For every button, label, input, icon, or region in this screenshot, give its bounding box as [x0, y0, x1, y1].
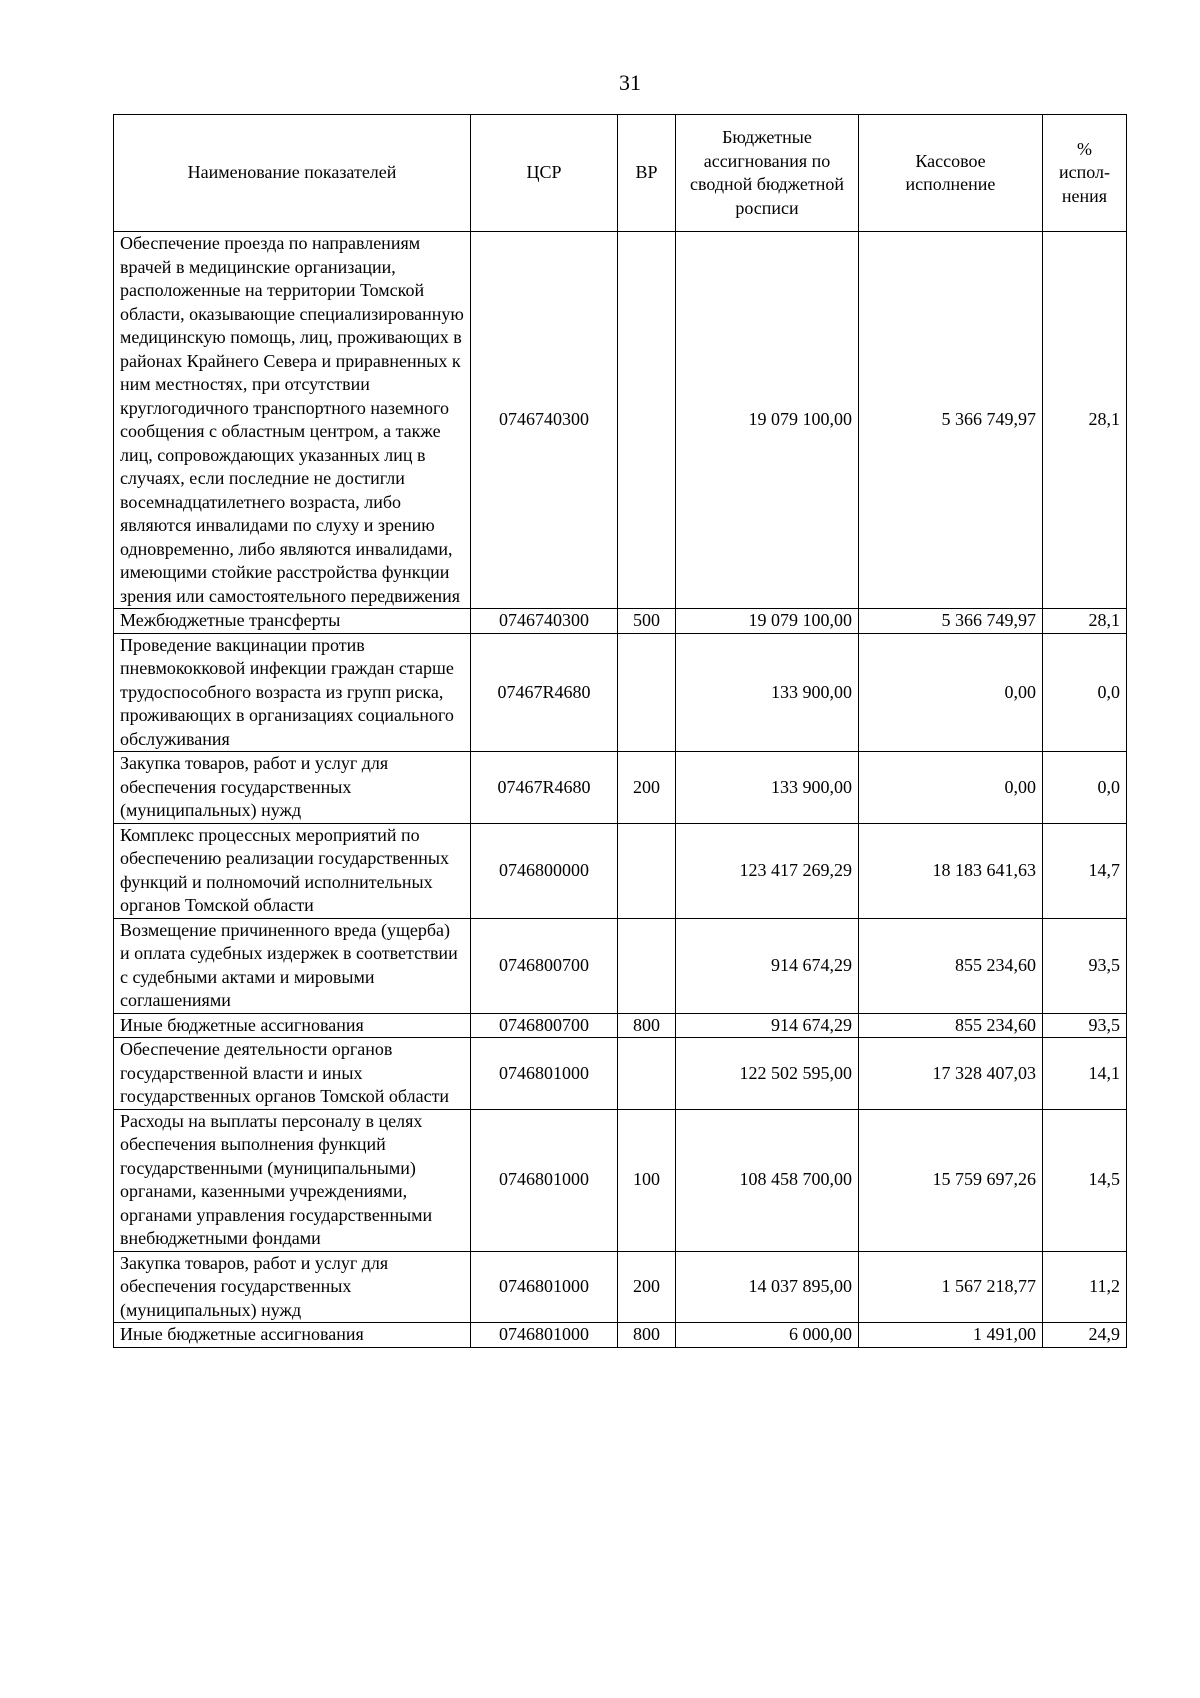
row-pct: 14,5 — [1043, 1109, 1127, 1251]
row-cash: 18 183 641,63 — [859, 823, 1043, 918]
row-cash: 0,00 — [859, 633, 1043, 752]
row-pct: 11,2 — [1043, 1251, 1127, 1323]
row-vr — [618, 918, 676, 1013]
row-vr: 800 — [618, 1013, 676, 1038]
row-vr — [618, 823, 676, 918]
row-cash: 855 234,60 — [859, 918, 1043, 1013]
row-name: Иные бюджетные ассигнования — [114, 1013, 471, 1038]
row-budget: 14 037 895,00 — [676, 1251, 859, 1323]
row-budget: 122 502 595,00 — [676, 1038, 859, 1110]
row-vr: 200 — [618, 1251, 676, 1323]
row-csr: 0746801000 — [471, 1251, 618, 1323]
row-name: Обеспечение деятельности органов государственной власти и иных государственных органов Томской области — [114, 1038, 471, 1110]
row-vr: 100 — [618, 1109, 676, 1251]
row-budget: 108 458 700,00 — [676, 1109, 859, 1251]
row-pct: 93,5 — [1043, 918, 1127, 1013]
row-pct: 28,1 — [1043, 609, 1127, 634]
budget-execution-table — [113, 114, 1127, 1348]
row-pct: 28,1 — [1043, 232, 1127, 609]
row-budget: 6 000,00 — [676, 1323, 859, 1348]
row-name: Межбюджетные трансферты — [114, 609, 471, 634]
table-row — [114, 1251, 1127, 1323]
row-budget: 133 900,00 — [676, 633, 859, 752]
row-cash: 5 366 749,97 — [859, 232, 1043, 609]
header-vr: ВР — [618, 115, 676, 232]
row-name: Иные бюджетные ассигнования — [114, 1323, 471, 1348]
page-number: 31 — [619, 70, 641, 95]
row-csr: 07467R4680 — [471, 752, 618, 824]
row-csr: 0746801000 — [471, 1038, 618, 1110]
row-budget: 19 079 100,00 — [676, 232, 859, 609]
table-row — [114, 1013, 1127, 1038]
row-csr: 0746740300 — [471, 609, 618, 634]
table-row — [114, 232, 1127, 609]
row-cash: 1 491,00 — [859, 1323, 1043, 1348]
header-name: Наименование показателей — [114, 115, 471, 232]
row-csr: 0746800700 — [471, 1013, 618, 1038]
row-pct: 0,0 — [1043, 633, 1127, 752]
row-budget: 914 674,29 — [676, 1013, 859, 1038]
row-pct: 93,5 — [1043, 1013, 1127, 1038]
table-row — [114, 1038, 1127, 1110]
row-pct: 24,9 — [1043, 1323, 1127, 1348]
row-name: Комплекс процессных мероприятий по обеспечению реализации государственных функций и полномочий исполнительных органов Томской области — [114, 823, 471, 918]
row-cash: 0,00 — [859, 752, 1043, 824]
table-row — [114, 823, 1127, 918]
row-cash: 17 328 407,03 — [859, 1038, 1043, 1110]
row-csr: 0746800000 — [471, 823, 618, 918]
row-vr — [618, 1038, 676, 1110]
row-cash: 1 567 218,77 — [859, 1251, 1043, 1323]
row-budget: 123 417 269,29 — [676, 823, 859, 918]
row-name: Возмещение причиненного вреда (ущерба) и оплата судебных издержек в соответствии с судебными актами и мировыми соглашениями — [114, 918, 471, 1013]
table-row — [114, 1323, 1127, 1348]
row-vr: 200 — [618, 752, 676, 824]
table-row — [114, 609, 1127, 634]
table-row — [114, 1109, 1127, 1251]
row-csr: 07467R4680 — [471, 633, 618, 752]
row-name: Проведение вакцинации против пневмококковой инфекции граждан старше трудоспособного возраста из групп риска, проживающих в организациях социального обслуживания — [114, 633, 471, 752]
row-vr: 800 — [618, 1323, 676, 1348]
row-budget: 914 674,29 — [676, 918, 859, 1013]
row-pct: 14,1 — [1043, 1038, 1127, 1110]
header-pct: % испол-нения — [1043, 115, 1127, 232]
row-cash: 5 366 749,97 — [859, 609, 1043, 634]
table-row — [114, 918, 1127, 1013]
row-csr: 0746801000 — [471, 1323, 618, 1348]
row-name: Закупка товаров, работ и услуг для обеспечения государственных (муниципальных) нужд — [114, 1251, 471, 1323]
row-pct: 14,7 — [1043, 823, 1127, 918]
header-cash: Кассовое исполнение — [859, 115, 1043, 232]
row-budget: 19 079 100,00 — [676, 609, 859, 634]
table-row — [114, 633, 1127, 752]
table-header-row — [114, 115, 1127, 232]
row-name: Закупка товаров, работ и услуг для обеспечения государственных (муниципальных) нужд — [114, 752, 471, 824]
header-csr: ЦСР — [471, 115, 618, 232]
row-vr: 500 — [618, 609, 676, 634]
row-budget: 133 900,00 — [676, 752, 859, 824]
row-pct: 0,0 — [1043, 752, 1127, 824]
row-csr: 0746740300 — [471, 232, 618, 609]
header-budget: Бюджетные ассигнования по сводной бюджетной росписи — [676, 115, 859, 232]
row-name: Обеспечение проезда по направлениям врачей в медицинские организации, расположенные на территории Томской области, оказывающие специализированную медицинскую помощь, лиц, проживающих в районах Крайнего Севера и приравненных к ним местностях, при отсутствии круглогодичного транспортного наземного сообщения с областным центром, а также лиц, сопровождающих указанных лиц в случаях, если последние не достигли восемнадцатилетнего возраста, либо являются инвалидами по слуху и зрению одновременно, либо являются инвалидами, имеющими стойкие расстройства функции зрения или самостоятельного передвижения — [114, 232, 471, 609]
row-cash: 15 759 697,26 — [859, 1109, 1043, 1251]
row-csr: 0746801000 — [471, 1109, 618, 1251]
table-row — [114, 752, 1127, 824]
row-name: Расходы на выплаты персоналу в целях обеспечения выполнения функций государственными (муниципальными) органами, казенными учреждениями, органами управления государственными внебюджетными фондами — [114, 1109, 471, 1251]
row-vr — [618, 633, 676, 752]
row-vr — [618, 232, 676, 609]
row-csr: 0746800700 — [471, 918, 618, 1013]
row-cash: 855 234,60 — [859, 1013, 1043, 1038]
